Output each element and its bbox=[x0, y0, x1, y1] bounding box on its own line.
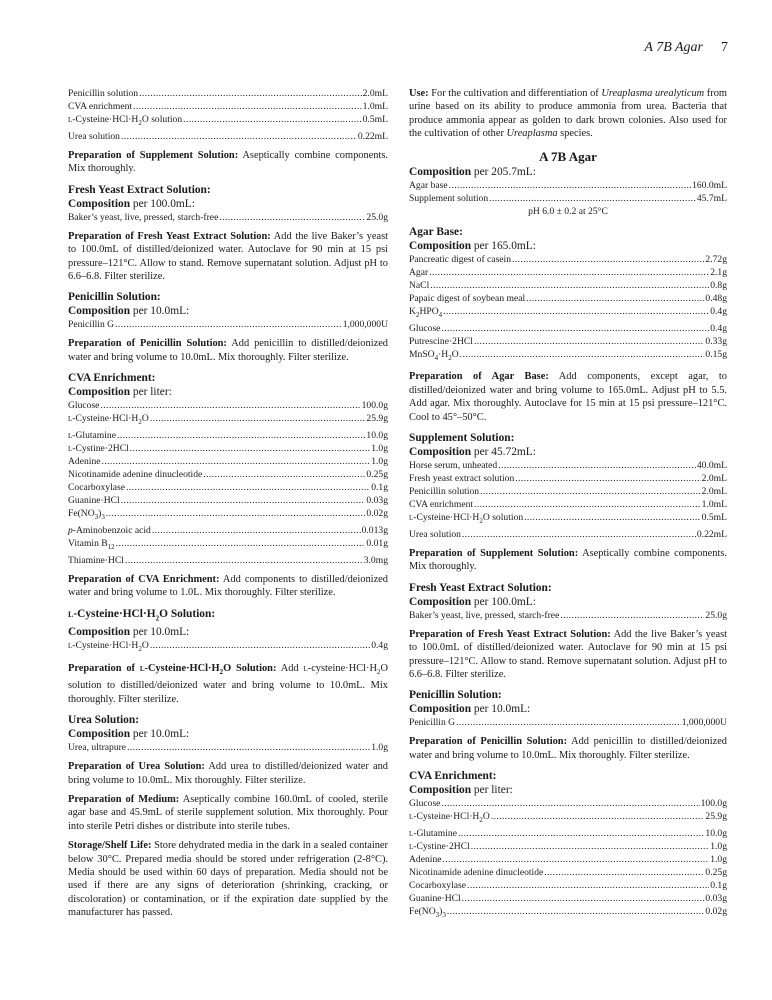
left-column bbox=[68, 87, 388, 920]
dot-leader bbox=[121, 494, 366, 507]
paragraph-body: Add the live Baker’s yeast to 100.0mL of distilled/deionized water. Autoclave for 90 min at 15 psi pressure–121°C. Allow to stand. Remove supernatant solution. Adjust pH to 6.6–6.8. Filter sterilize. bbox=[68, 230, 388, 282]
dot-leader bbox=[443, 305, 709, 318]
composition-volume: per 45.72mL: bbox=[471, 446, 536, 459]
dot-leader bbox=[430, 279, 709, 292]
ingredient-row bbox=[409, 253, 727, 266]
ingredient-amount: 1.0g bbox=[371, 742, 388, 754]
ingredient-name: NaCl bbox=[409, 279, 430, 291]
ingredient-amount: 0.1g bbox=[710, 880, 727, 892]
cva-composition-2 bbox=[409, 783, 727, 797]
ingredient-name: Penicillin G bbox=[409, 717, 456, 729]
dot-leader bbox=[429, 266, 709, 279]
dot-leader bbox=[512, 253, 704, 266]
ingredient-amount: 0.4g bbox=[710, 305, 727, 317]
dot-leader bbox=[489, 192, 696, 205]
dot-leader bbox=[491, 810, 705, 823]
ingredient-amount: 0.03g bbox=[366, 495, 388, 507]
dot-leader bbox=[133, 100, 362, 113]
ingredient-amount: 0.01g bbox=[366, 537, 388, 549]
prep-cysteine-paragraph bbox=[68, 662, 388, 706]
ingredient-name: Penicillin solution bbox=[409, 486, 480, 498]
prep-cva-paragraph bbox=[68, 573, 388, 600]
composition-volume: per 10.0mL: bbox=[471, 703, 531, 716]
dot-leader bbox=[462, 892, 705, 905]
paragraph-lead: Preparation of $l-Cysteine\cdot HCl\cdot H_2O$ Solution: bbox=[68, 662, 277, 676]
ingredient-amount: 2.1g bbox=[710, 266, 727, 278]
ingredient-name: $MnSO_4\cdot H_2O$ bbox=[409, 348, 459, 362]
paragraph-lead: Preparation of Penicillin Solution: bbox=[68, 338, 227, 350]
prep-fresh-yeast-paragraph-2 bbox=[409, 628, 727, 682]
ingredient-amount: 0.4g bbox=[710, 322, 727, 334]
ingredient-name: $Fe(NO_3)_3$ bbox=[68, 508, 105, 521]
prep-medium-paragraph bbox=[68, 793, 388, 833]
use-paragraph bbox=[409, 87, 727, 141]
composition-label: Composition bbox=[68, 197, 131, 210]
ingredient-name: l-Glutamine bbox=[68, 430, 116, 442]
ingredient-amount: 10.0g bbox=[366, 430, 388, 442]
paragraph-lead: Preparation of Fresh Yeast Extract Solution: bbox=[409, 628, 611, 640]
ingredient-name: Urea solution bbox=[409, 528, 461, 540]
dot-leader bbox=[106, 507, 366, 520]
cysteine-title: $l-Cysteine\cdot HCl\cdot H_2O$ Solution: bbox=[68, 607, 216, 622]
ingredient-name: CVA enrichment bbox=[409, 499, 474, 511]
dot-leader bbox=[471, 840, 709, 853]
ingredient-amount: 25.9g bbox=[705, 811, 727, 823]
composition-label: Composition bbox=[409, 165, 472, 178]
ingredient-name: Urea solution bbox=[68, 130, 120, 142]
right-column bbox=[409, 87, 727, 922]
ingredient-row bbox=[409, 305, 727, 322]
prep-fresh-yeast-paragraph bbox=[68, 230, 388, 284]
ingredient-name: Papaic digest of soybean meal bbox=[409, 292, 526, 304]
ingredient-name: Agar base bbox=[409, 179, 448, 191]
dot-leader bbox=[462, 528, 696, 541]
ingredient-name: p-Aminobenzoic acid bbox=[68, 524, 151, 536]
ingredient-name: Supplement solution bbox=[409, 192, 489, 204]
running-header bbox=[644, 40, 728, 56]
paragraph-lead: Preparation of Medium: bbox=[68, 793, 180, 805]
ingredient-row bbox=[409, 840, 727, 853]
ingredient-row bbox=[68, 741, 388, 754]
fresh-yeast-title: Fresh Yeast Extract Solution: bbox=[68, 183, 211, 196]
ingredient-row bbox=[409, 810, 727, 827]
ingredient-row bbox=[68, 211, 388, 224]
ingredient-amount: 1.0g bbox=[371, 456, 388, 468]
ingredient-row bbox=[68, 468, 388, 481]
dot-leader bbox=[460, 348, 705, 361]
dot-leader bbox=[102, 455, 371, 468]
ingredient-row bbox=[409, 335, 727, 348]
ingredient-name: $l-Cysteine\cdot HCl\cdot H_2O$ solution bbox=[409, 512, 524, 525]
dot-leader bbox=[441, 322, 709, 335]
prep-supplement-paragraph bbox=[68, 149, 388, 176]
dot-leader bbox=[458, 827, 704, 840]
paragraph-body: Store dehydrated media in the dark in a sealed container below 30°C. Prepared media should be stored under refrigeration (2-8°C). Media should be used within 60 days of preparation. Media should not be used if there are any signs of deterioration (shrinking, cracking, or discoloration) or contamination, or if the expiration date supplied by the manufacturer has passed. bbox=[68, 840, 388, 919]
ingredient-amount: 1.0mL bbox=[362, 101, 388, 112]
dot-leader bbox=[474, 498, 701, 511]
ingredient-amount: 1.0g bbox=[371, 443, 388, 455]
ingredient-amount: 2.72g bbox=[705, 253, 727, 265]
ingredient-row bbox=[409, 498, 727, 511]
dot-leader bbox=[152, 524, 361, 537]
agar-base-title: Agar Base: bbox=[409, 225, 463, 238]
dot-leader bbox=[125, 554, 363, 567]
ingredient-amount: 0.33g bbox=[705, 335, 727, 347]
cva-title-2: CVA Enrichment: bbox=[409, 770, 497, 783]
ingredient-name: l-Cystine·2HCl bbox=[409, 841, 470, 853]
ingredient-amount: 1.0g bbox=[710, 841, 727, 853]
ingredient-amount: 100.0g bbox=[361, 400, 388, 412]
dot-leader bbox=[126, 481, 370, 494]
ingredient-amount: 1.0g bbox=[710, 854, 727, 866]
composition-volume: per 10.0mL: bbox=[130, 625, 190, 638]
ingredient-amount: 3.0mg bbox=[363, 554, 388, 566]
ingredient-row bbox=[68, 130, 388, 143]
ingredient-row bbox=[409, 866, 727, 879]
ingredient-row bbox=[68, 442, 388, 455]
dot-leader bbox=[100, 399, 360, 412]
composition-label: Composition bbox=[409, 595, 472, 608]
ingredient-name: Putrescine·2HCl bbox=[409, 335, 473, 347]
fresh-yeast-title-2: Fresh Yeast Extract Solution: bbox=[409, 581, 552, 594]
ingredient-row bbox=[409, 279, 727, 292]
ingredient-amount: 2.0mL bbox=[362, 88, 388, 99]
ingredient-amount: 100.0g bbox=[700, 798, 727, 810]
ingredient-name: Urea, ultrapure bbox=[68, 742, 127, 754]
paragraph-lead: Use: bbox=[409, 88, 429, 99]
ingredient-name: Vitamin $B_{12}$ bbox=[68, 537, 115, 551]
ingredient-name: Horse serum, unheated bbox=[409, 460, 498, 472]
ingredient-name: Fresh yeast extract solution bbox=[409, 473, 515, 485]
ingredient-amount: 25.9g bbox=[366, 413, 388, 425]
ingredient-amount: 0.02g bbox=[366, 508, 388, 520]
ingredient-name: l-Glutamine bbox=[409, 828, 457, 840]
dot-leader bbox=[203, 468, 365, 481]
cva-list-2 bbox=[409, 797, 727, 922]
ingredient-amount: 0.48g bbox=[705, 292, 727, 304]
agar-base-list bbox=[409, 253, 727, 365]
ingredient-name: Cocarboxylase bbox=[68, 482, 126, 494]
ingredient-row bbox=[409, 322, 727, 335]
ingredient-amount: 160.0mL bbox=[692, 179, 727, 191]
ingredient-amount: 0.15g bbox=[705, 348, 727, 360]
paragraph-body: Add $l-cysteine\cdot HCl\cdot H_2O$ solution to distilled/deionized water and bring volume to 10.0mL. Mix thoroughly. Filter sterilize. bbox=[68, 662, 388, 705]
ingredient-amount: 1,000,000U bbox=[342, 319, 388, 331]
dot-leader bbox=[183, 113, 362, 126]
ingredient-row bbox=[68, 412, 388, 429]
supplement-continued-list bbox=[68, 87, 388, 143]
dot-leader bbox=[116, 537, 366, 550]
dot-leader bbox=[524, 511, 701, 524]
ingredient-row bbox=[409, 485, 727, 498]
composition-volume: per 100.0mL: bbox=[130, 197, 195, 210]
ingredient-name: l-Cystine·2HCl bbox=[68, 443, 129, 455]
paragraph-lead: Preparation of CVA Enrichment: bbox=[68, 573, 220, 585]
ingredient-row bbox=[409, 797, 727, 810]
ingredient-amount: 40.0mL bbox=[696, 460, 727, 472]
ingredient-row bbox=[68, 455, 388, 468]
ingredient-amount: 0.5mL bbox=[362, 114, 388, 125]
ingredient-row bbox=[409, 292, 727, 305]
ingredient-row bbox=[68, 507, 388, 524]
ingredient-row bbox=[409, 179, 727, 192]
paragraph-body: Aseptically combine components. Mix thoroughly. bbox=[409, 547, 727, 573]
ingredient-row bbox=[68, 537, 388, 554]
paragraph-body: Aseptically combine components. Mix thoroughly. bbox=[68, 149, 388, 175]
paragraph-body: Add urea to distilled/deionized water and bring volume to 10.0mL. Mix thoroughly. Filter sterilize. bbox=[68, 761, 388, 786]
ingredient-name: Nicotinamide adenine dinucleotide bbox=[68, 469, 203, 481]
ingredient-name: Penicillin solution bbox=[68, 88, 139, 99]
supplement-composition bbox=[409, 445, 727, 459]
dot-leader bbox=[139, 87, 362, 100]
composition-label: Composition bbox=[409, 784, 472, 797]
ingredient-row bbox=[409, 892, 727, 905]
prep-agar-base-paragraph bbox=[409, 370, 727, 424]
dot-leader bbox=[127, 741, 370, 754]
ingredient-name: $l-Cysteine\cdot HCl\cdot H_2O$ solution bbox=[68, 114, 183, 127]
ingredient-amount: 2.0mL bbox=[701, 473, 727, 485]
ingredient-row bbox=[409, 827, 727, 840]
dot-leader bbox=[467, 879, 709, 892]
ingredient-name: $Fe(NO_3)_3$ bbox=[409, 906, 446, 920]
ingredient-amount: 2.0mL bbox=[701, 486, 727, 498]
ingredient-row bbox=[409, 459, 727, 472]
ingredient-name: Baker’s yeast, live, pressed, starch-free bbox=[68, 211, 219, 223]
ingredient-name: Cocarboxylase bbox=[409, 880, 467, 892]
paragraph-body: For the cultivation and differentiation of Ureaplasma urealyticum from urine based on its ability to produce ammonia from urea. Bacteria that produce ammonia appear as golden to dark brown colonies. Also used for the cultivation of other Ureaplasma species. bbox=[409, 88, 727, 140]
ingredient-amount: 0.22mL bbox=[357, 130, 388, 142]
dot-leader bbox=[456, 716, 681, 729]
page-number: 7 bbox=[721, 40, 728, 55]
ingredient-row bbox=[68, 524, 388, 537]
supplement-title: Supplement Solution: bbox=[409, 432, 515, 445]
ingredient-row bbox=[409, 853, 727, 866]
penicillin-list bbox=[68, 318, 388, 331]
ingredient-amount: 0.25g bbox=[705, 867, 727, 879]
ingredient-name: Nicotinamide adenine dinucleotide bbox=[409, 867, 544, 879]
paragraph-lead: Preparation of Penicillin Solution: bbox=[409, 736, 568, 748]
ingredient-amount: 10.0g bbox=[705, 828, 727, 840]
ingredient-name: Guanine·HCl bbox=[409, 893, 461, 905]
fresh-yeast-list bbox=[68, 211, 388, 224]
ingredient-name: $l-Cysteine\cdot HCl\cdot H_2O$ bbox=[68, 639, 149, 653]
paragraph-lead: Storage/Shelf Life: bbox=[68, 840, 152, 852]
ingredient-amount: 25.0g bbox=[705, 609, 727, 621]
ingredient-amount: 0.02g bbox=[705, 906, 727, 918]
ingredient-amount: 1,000,000U bbox=[681, 717, 727, 729]
ingredient-name: $l-Cysteine\cdot HCl\cdot H_2O$ bbox=[409, 811, 490, 825]
ingredient-name: Glucose bbox=[68, 400, 100, 412]
ingredient-row bbox=[409, 266, 727, 279]
paragraph-lead: Preparation of Supplement Solution: bbox=[68, 149, 239, 161]
paragraph-body: Add penicillin to distilled/deionized water and bring volume to 10.0mL. Mix thoroughly. Filter sterilize. bbox=[409, 736, 728, 761]
paragraph-lead: Preparation of Agar Base: bbox=[409, 371, 549, 383]
dot-leader bbox=[150, 639, 370, 652]
prep-penicillin-paragraph-2 bbox=[409, 735, 727, 762]
cva-list bbox=[68, 399, 388, 567]
ingredient-row bbox=[409, 879, 727, 892]
dot-leader bbox=[441, 797, 699, 810]
penicillin-title-2: Penicillin Solution: bbox=[409, 689, 502, 702]
fresh-yeast-composition-2 bbox=[409, 595, 727, 609]
fresh-yeast-list-2 bbox=[409, 609, 727, 622]
composition-label: Composition bbox=[409, 703, 472, 716]
ingredient-row bbox=[409, 716, 727, 729]
ingredient-name: Glucose bbox=[409, 798, 441, 810]
ingredient-row bbox=[68, 87, 388, 100]
ingredient-name: Adenine bbox=[409, 854, 442, 866]
composition-label: Composition bbox=[68, 728, 131, 741]
penicillin-list-2 bbox=[409, 716, 727, 729]
penicillin-composition bbox=[68, 304, 388, 318]
dot-leader bbox=[115, 318, 342, 331]
dot-leader bbox=[449, 179, 691, 192]
paragraph-body: Add penicillin to distilled/deionized water and bring volume to 10.0mL. Mix thoroughly. Filter sterilize. bbox=[68, 338, 389, 363]
urea-composition bbox=[68, 727, 388, 741]
ingredient-name: $K_2HPO_4$ bbox=[409, 305, 443, 319]
cva-title: CVA Enrichment: bbox=[68, 372, 156, 385]
cva-composition bbox=[68, 385, 388, 399]
ingredient-amount: 45.7mL bbox=[696, 192, 727, 204]
paragraph-body: Aseptically combine 160.0mL of cooled, sterile agar base and 45.9mL of sterile supplement solution. Mix thoroughly. Pour into sterile Petri dishes or distribute into sterile tubes. bbox=[68, 793, 388, 832]
ingredient-row bbox=[409, 192, 727, 205]
paragraph-body: Add the live Baker’s yeast to 100.0mL of distilled/deionized water. Autoclave for 90 min at 15 psi pressure–121°C. Allow to stand. Remove supernatant solution. Adjust pH to 6.6–6.8. Filter sterilize. bbox=[409, 628, 727, 680]
ingredient-name: Thiamine·HCl bbox=[68, 554, 124, 566]
ingredient-name: Baker’s yeast, live, pressed, starch-free bbox=[409, 609, 560, 621]
ingredient-name: Pancreatic digest of casein bbox=[409, 253, 512, 265]
paragraph-body: Add components, except agar, to distilled/deionized water and bring volume to 165.0mL. Adjust pH to 5.5. Add agar. Mix thoroughly. Autoclave for 15 min at 15 psi pressure–121°C. Cool to 45°–50°C. bbox=[409, 371, 727, 423]
penicillin-composition-2 bbox=[409, 702, 727, 716]
medium-list bbox=[409, 179, 727, 205]
ingredient-row bbox=[409, 528, 727, 541]
ingredient-name: Glucose bbox=[409, 322, 441, 334]
dot-leader bbox=[515, 472, 700, 485]
dot-leader bbox=[117, 429, 365, 442]
dot-leader bbox=[443, 853, 710, 866]
composition-label: Composition bbox=[68, 305, 131, 318]
medium-composition bbox=[409, 165, 727, 179]
ingredient-row bbox=[68, 494, 388, 507]
ingredient-name: Guanine·HCl bbox=[68, 495, 120, 507]
fresh-yeast-composition bbox=[68, 197, 388, 211]
composition-volume: per 10.0mL: bbox=[130, 728, 190, 741]
ingredient-name: Penicillin G bbox=[68, 319, 115, 331]
penicillin-title: Penicillin Solution: bbox=[68, 291, 161, 304]
ingredient-name: Adenine bbox=[68, 456, 101, 468]
ingredient-row bbox=[409, 348, 727, 365]
ingredient-amount: 0.25g bbox=[366, 469, 388, 481]
dot-leader bbox=[480, 485, 701, 498]
ingredient-amount: 0.03g bbox=[705, 893, 727, 905]
ingredient-amount: 0.5mL bbox=[701, 512, 727, 524]
ingredient-amount: 0.013g bbox=[361, 524, 388, 536]
ingredient-amount: 0.8g bbox=[710, 279, 727, 291]
agar-base-composition bbox=[409, 239, 727, 253]
ingredient-row bbox=[68, 429, 388, 442]
ingredient-row bbox=[409, 511, 727, 528]
composition-volume: per liter: bbox=[130, 386, 172, 399]
paragraph-lead: Preparation of Urea Solution: bbox=[68, 761, 205, 773]
dot-leader bbox=[150, 412, 366, 425]
composition-volume: per 205.7mL: bbox=[471, 165, 536, 178]
ingredient-name: CVA enrichment bbox=[68, 101, 133, 112]
dot-leader bbox=[526, 292, 704, 305]
ingredient-row bbox=[409, 472, 727, 485]
ingredient-amount: 0.1g bbox=[371, 482, 388, 494]
composition-label: Composition bbox=[68, 386, 131, 399]
cysteine-list bbox=[68, 639, 388, 656]
composition-label: Composition bbox=[409, 446, 472, 459]
ingredient-row bbox=[68, 318, 388, 331]
composition-label: Composition bbox=[409, 239, 472, 252]
ingredient-row bbox=[68, 100, 388, 113]
prep-supplement-paragraph-2 bbox=[409, 547, 727, 574]
paragraph-lead: Preparation of Supplement Solution: bbox=[409, 547, 579, 559]
storage-paragraph bbox=[68, 839, 388, 919]
dot-leader bbox=[498, 459, 696, 472]
composition-volume: per 100.0mL: bbox=[471, 595, 536, 608]
medium-title: A 7B Agar bbox=[539, 148, 597, 164]
ingredient-amount: 25.0g bbox=[366, 211, 388, 223]
composition-volume: per 10.0mL: bbox=[130, 305, 190, 318]
dot-leader bbox=[219, 211, 365, 224]
dot-leader bbox=[130, 442, 370, 455]
ph-value: pH 6.0 ± 0.2 at 25°C bbox=[528, 205, 608, 217]
supplement-list bbox=[409, 459, 727, 541]
ingredient-amount: 0.22mL bbox=[696, 528, 727, 540]
ingredient-name: Agar bbox=[409, 266, 429, 278]
ingredient-row bbox=[409, 905, 727, 922]
ingredient-row bbox=[68, 554, 388, 567]
ingredient-row bbox=[68, 113, 388, 130]
ingredient-name: $l-Cysteine\cdot HCl\cdot H_2O$ bbox=[68, 413, 149, 427]
running-title: A 7B Agar bbox=[644, 40, 703, 55]
prep-penicillin-paragraph bbox=[68, 337, 388, 364]
dot-leader bbox=[560, 609, 704, 622]
paragraph-lead: Preparation of Fresh Yeast Extract Solution: bbox=[68, 230, 271, 242]
composition-volume: per liter: bbox=[471, 784, 513, 797]
ingredient-row bbox=[68, 481, 388, 494]
prep-urea-paragraph bbox=[68, 760, 388, 787]
ingredient-row bbox=[409, 609, 727, 622]
urea-list bbox=[68, 741, 388, 754]
ingredient-row bbox=[68, 639, 388, 656]
ingredient-amount: 0.4g bbox=[371, 639, 388, 651]
ingredient-amount: 1.0mL bbox=[701, 499, 727, 511]
dot-leader bbox=[121, 130, 357, 143]
dot-leader bbox=[447, 905, 705, 918]
ingredient-row bbox=[68, 399, 388, 412]
dot-leader bbox=[544, 866, 704, 879]
paragraph-body: Add components to distilled/deionized water and bring volume to 1.0L. Mix thoroughly. Filter sterilize. bbox=[68, 573, 388, 599]
dot-leader bbox=[474, 335, 704, 348]
urea-title: Urea Solution: bbox=[68, 714, 139, 727]
composition-volume: per 165.0mL: bbox=[471, 239, 536, 252]
cysteine-composition bbox=[68, 625, 388, 639]
composition-label: Composition bbox=[68, 625, 131, 638]
